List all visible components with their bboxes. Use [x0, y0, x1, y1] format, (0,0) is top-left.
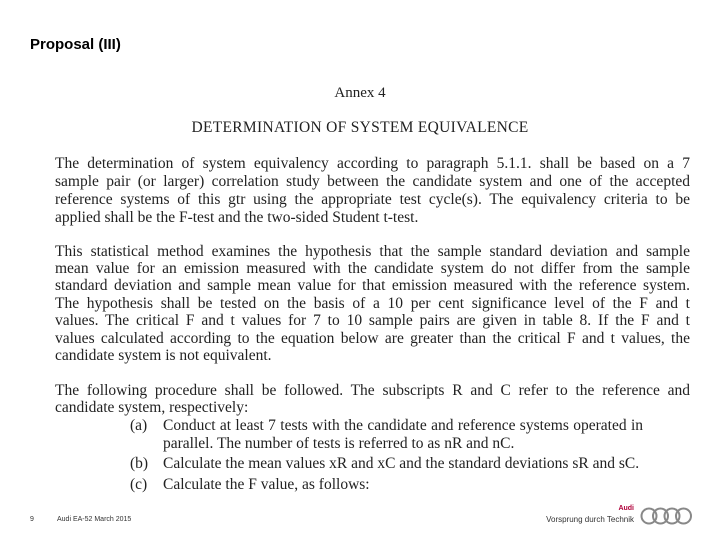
- p1-line: sample pair (or larger) correlation study between the candidate system and one of the accepted: [55, 173, 690, 190]
- p2-line: standard deviation and sample mean value for that emission measured with the reference system.: [55, 277, 690, 294]
- p1-line: The determination of system equivalency according to paragraph 5.1.1. shall be based on a 7: [55, 155, 690, 172]
- item-c-label: (c): [130, 476, 148, 493]
- annex-label: [0, 85, 720, 102]
- p2-line: candidate system is not equivalent.: [55, 347, 272, 364]
- p1-line: applied shall be the F-test and the two-sided Student t-test.: [55, 209, 419, 226]
- audi-rings-logo: [640, 506, 692, 526]
- item-a-line: Conduct at least 7 tests with the candidate and reference systems operated in: [163, 417, 643, 434]
- item-a-label: (a): [130, 417, 148, 434]
- item-b-line: Calculate the mean values xR and xC and the standard deviations sR and sC.: [163, 455, 640, 472]
- slide-title: Proposal (III): [30, 36, 121, 53]
- brand-name: Audi: [618, 505, 634, 512]
- p3-line: The following procedure shall be followed. The subscripts R and C refer to the reference and: [55, 382, 690, 399]
- item-a-line: parallel. The number of tests is referred to as nR and nC.: [163, 435, 515, 452]
- p2-line: mean value for an emission measured with the candidate system do not differ from the sample: [55, 260, 690, 277]
- p2-line: values. The critical F and t values for 7 to 10 sample pairs are given in table 8. If the F and t: [55, 312, 690, 329]
- item-c-line: Calculate the F value, as follows:: [163, 476, 370, 493]
- p3-line: candidate system, respectively:: [55, 399, 249, 416]
- page-number: 9: [30, 516, 34, 523]
- doc-heading: DETERMINATION OF SYSTEM EQUIVALENCE: [191, 119, 529, 136]
- brand-slogan: Vorsprung durch Technik: [546, 515, 634, 524]
- p2-line: This statistical method examines the hypothesis that the sample standard deviation and sample: [55, 243, 690, 260]
- p2-line: The hypothesis shall be tested on the basis of a 10 per cent significance level of the F and t: [55, 295, 690, 312]
- p1-line: reference systems of this gtr using the appropriate test cycle(s). The equivalency criteria to be: [55, 191, 690, 208]
- item-b-label: (b): [130, 455, 149, 472]
- footer-text: Audi EA-52 March 2015: [57, 516, 132, 523]
- p2-line: values calculated according to the equation below are greater than the critical F and t values, the: [55, 330, 690, 347]
- annex-text: Annex 4: [334, 85, 386, 101]
